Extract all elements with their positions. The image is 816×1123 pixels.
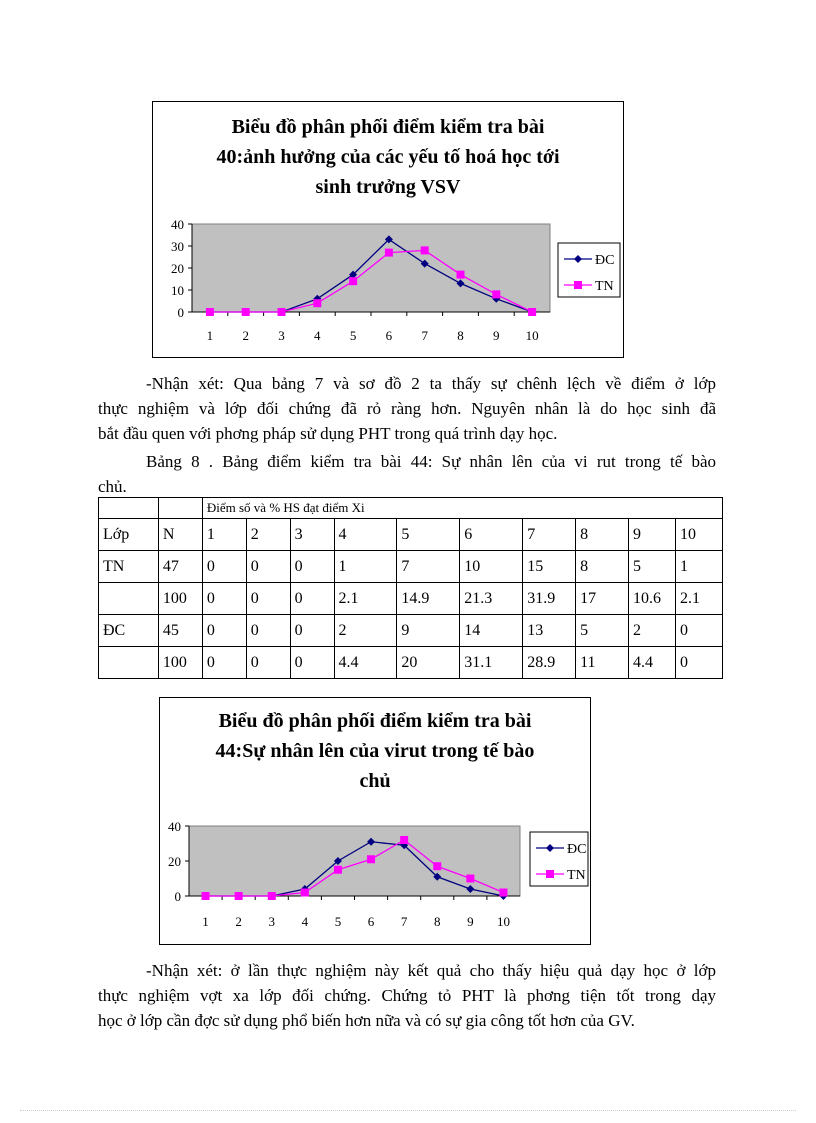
table-cell: 8 <box>576 551 629 583</box>
table-cell: 4.4 <box>629 647 676 679</box>
data-point <box>492 290 500 298</box>
data-point <box>202 892 210 900</box>
table-cell: 21.3 <box>460 583 523 615</box>
table-cell: 0 <box>290 615 334 647</box>
comment-1-line-3: bắt đầu quen với phơng pháp sử dụng PHT trong quá trình dạy học. <box>98 424 558 443</box>
x-tick-label: 8 <box>457 328 464 343</box>
y-tick-label: 40 <box>168 819 181 834</box>
table-cell: 0 <box>202 583 246 615</box>
comment-2-line-1: -Nhận xét: ở lần thực nghiệm này kết quả cho thấy hiệu quả dạy học ở lớp <box>146 961 716 980</box>
legend-marker <box>546 870 554 878</box>
table-cell: 0 <box>675 615 722 647</box>
x-tick-label: 9 <box>467 914 474 929</box>
data-point <box>367 855 375 863</box>
x-tick-label: 1 <box>206 328 214 343</box>
chart-2-title-line-2: 44:Sự nhân lên của virut trong tế bào <box>215 740 535 762</box>
data-point <box>268 892 276 900</box>
data-point <box>499 889 507 897</box>
table-cell: 2.1 <box>334 583 397 615</box>
table-header-group: Điểm số và % HS đạt điểm Xi <box>202 498 722 519</box>
data-point <box>301 889 309 897</box>
chart-2-title-line-1: Biểu đồ phân phối điểm kiểm tra bài <box>218 710 532 732</box>
table-cell: 0 <box>246 583 290 615</box>
table-row <box>99 647 723 679</box>
x-tick-label: 3 <box>278 328 285 343</box>
chart-2 <box>159 697 591 945</box>
table-cell: 10.6 <box>629 583 676 615</box>
table-cell: 13 <box>523 615 576 647</box>
y-tick-label: 40 <box>171 217 184 232</box>
chart-1-title-line-1: Biểu đồ phân phối điểm kiểm tra bài <box>231 116 545 138</box>
table-cell: 14.9 <box>397 583 460 615</box>
legend-label: TN <box>567 868 586 883</box>
y-tick-label: 0 <box>177 305 184 320</box>
x-tick-label: 4 <box>301 914 309 929</box>
comment-1-line-2: thực nghiệm và lớp đối chứng đã rỏ ràng hơn. Nguyên nhân là do học sinh đã <box>98 399 716 418</box>
x-tick-label: 2 <box>242 328 249 343</box>
table-cell: 1 <box>675 551 722 583</box>
x-tick-label: 10 <box>496 914 510 929</box>
table-caption <box>98 449 716 499</box>
data-point <box>421 246 429 254</box>
x-tick-label: 5 <box>334 914 342 929</box>
y-tick-label: 0 <box>174 889 181 904</box>
x-tick-label: 4 <box>314 328 321 343</box>
table-header-score: 8 <box>576 519 629 551</box>
data-point <box>206 308 214 316</box>
table-cell: 17 <box>576 583 629 615</box>
table-cell: 14 <box>460 615 523 647</box>
data-point <box>278 308 286 316</box>
x-tick-label: 6 <box>367 914 375 929</box>
y-tick-label: 10 <box>171 283 184 298</box>
table-header-score: 1 <box>202 519 246 551</box>
x-tick-label: 7 <box>400 914 408 929</box>
table-cell: 0 <box>202 551 246 583</box>
table-cell-n: 100 <box>158 647 202 679</box>
table-cell: 1 <box>334 551 397 583</box>
table-cell: 20 <box>397 647 460 679</box>
x-tick-label: 8 <box>434 914 441 929</box>
x-tick-label: 7 <box>421 328 428 343</box>
table-header-score: 10 <box>675 519 722 551</box>
chart-1-title-line-2: 40:ảnh hưởng của các yếu tố hoá học tới <box>216 146 560 168</box>
table-caption-line-2: chủ. <box>98 477 127 496</box>
table-cell: 0 <box>290 551 334 583</box>
table-header-lop: Lớp <box>99 519 159 551</box>
comment-1-line-1: -Nhận xét: Qua bảng 7 và sơ đồ 2 ta thấy sự chênh lệch về điểm ở lớp <box>146 374 716 393</box>
table-header-score: 2 <box>246 519 290 551</box>
table-cell: 7 <box>397 551 460 583</box>
legend-label: ĐC <box>567 842 587 857</box>
table-header-score: 5 <box>397 519 460 551</box>
data-point <box>313 299 321 307</box>
data-point <box>466 875 474 883</box>
table-cell-n: 45 <box>158 615 202 647</box>
table-cell: 0 <box>290 647 334 679</box>
table-cell-n: 47 <box>158 551 202 583</box>
data-point <box>433 862 441 870</box>
y-tick-label: 30 <box>171 239 184 254</box>
table-cell-n: 100 <box>158 583 202 615</box>
table-header-row <box>99 519 723 551</box>
chart-2-plot <box>160 698 590 944</box>
table-cell: 9 <box>397 615 460 647</box>
table-header-score: 4 <box>334 519 397 551</box>
table-header-score: 3 <box>290 519 334 551</box>
data-point <box>400 836 408 844</box>
table-cell: 2 <box>629 615 676 647</box>
table-group-label: TN <box>99 551 159 583</box>
table-group-label: ĐC <box>99 615 159 647</box>
table-cell: 4.4 <box>334 647 397 679</box>
table-cell: 0 <box>202 615 246 647</box>
y-tick-label: 20 <box>171 261 184 276</box>
table-cell: 2 <box>334 615 397 647</box>
grades-table <box>98 497 723 679</box>
page-bottom-divider <box>20 1110 796 1111</box>
table-row <box>99 583 723 615</box>
table-cell: 0 <box>246 551 290 583</box>
table-cell: 31.9 <box>523 583 576 615</box>
table-cell: 0 <box>290 583 334 615</box>
table-cell: 31.1 <box>460 647 523 679</box>
chart-2-title-line-3: chủ <box>359 770 391 792</box>
table-cell: 15 <box>523 551 576 583</box>
data-point <box>457 271 465 279</box>
table-caption-line-1: Bảng 8 . Bảng điểm kiểm tra bài 44: Sự nhân lên của vi rut trong tế bào <box>146 452 716 471</box>
data-point <box>242 308 250 316</box>
table-cell: 5 <box>576 615 629 647</box>
data-point <box>235 892 243 900</box>
data-point <box>385 249 393 257</box>
x-tick-label: 9 <box>493 328 500 343</box>
table-empty-cell <box>99 647 159 679</box>
x-tick-label: 10 <box>525 328 539 343</box>
table-header-group-row <box>99 498 723 519</box>
x-tick-label: 3 <box>268 914 275 929</box>
x-tick-label: 5 <box>349 328 357 343</box>
legend-label: ĐC <box>595 253 615 268</box>
comment-paragraph-2 <box>98 958 716 1033</box>
table-empty-cell <box>99 583 159 615</box>
x-tick-label: 2 <box>235 914 242 929</box>
legend-label: TN <box>595 279 614 294</box>
chart-1 <box>152 101 624 358</box>
table-row <box>99 551 723 583</box>
table-cell: 28.9 <box>523 647 576 679</box>
chart-1-plot <box>153 102 623 357</box>
legend-marker <box>574 281 582 289</box>
table-cell: 0 <box>246 615 290 647</box>
table-header-n: N <box>158 519 202 551</box>
comment-2-line-2: thực nghiệm vợt xa lớp đối chứng. Chứng tỏ PHT là phơng tiện tốt trong dạy <box>98 986 716 1005</box>
table-header-score: 6 <box>460 519 523 551</box>
table-header-score: 7 <box>523 519 576 551</box>
table-empty-cell <box>99 498 159 519</box>
table-empty-cell <box>158 498 202 519</box>
table-cell: 0 <box>675 647 722 679</box>
data-point <box>334 866 342 874</box>
x-tick-label: 1 <box>202 914 209 929</box>
chart-1-title-line-3: sinh trưởng VSV <box>315 176 461 198</box>
table-cell: 5 <box>629 551 676 583</box>
table-header-score: 9 <box>629 519 676 551</box>
table-cell: 11 <box>576 647 629 679</box>
table-cell: 2.1 <box>675 583 722 615</box>
comment-paragraph-1 <box>98 371 716 446</box>
x-tick-label: 6 <box>385 328 393 343</box>
table-cell: 0 <box>246 647 290 679</box>
table-row <box>99 615 723 647</box>
y-tick-label: 20 <box>168 854 181 869</box>
table-cell: 0 <box>202 647 246 679</box>
data-point <box>349 277 357 285</box>
data-point <box>528 308 536 316</box>
table-cell: 10 <box>460 551 523 583</box>
comment-2-line-3: học ở lớp cần đợc sử dụng phổ biến hơn nữa và có sự gia công tốt hơn của GV. <box>98 1011 635 1030</box>
